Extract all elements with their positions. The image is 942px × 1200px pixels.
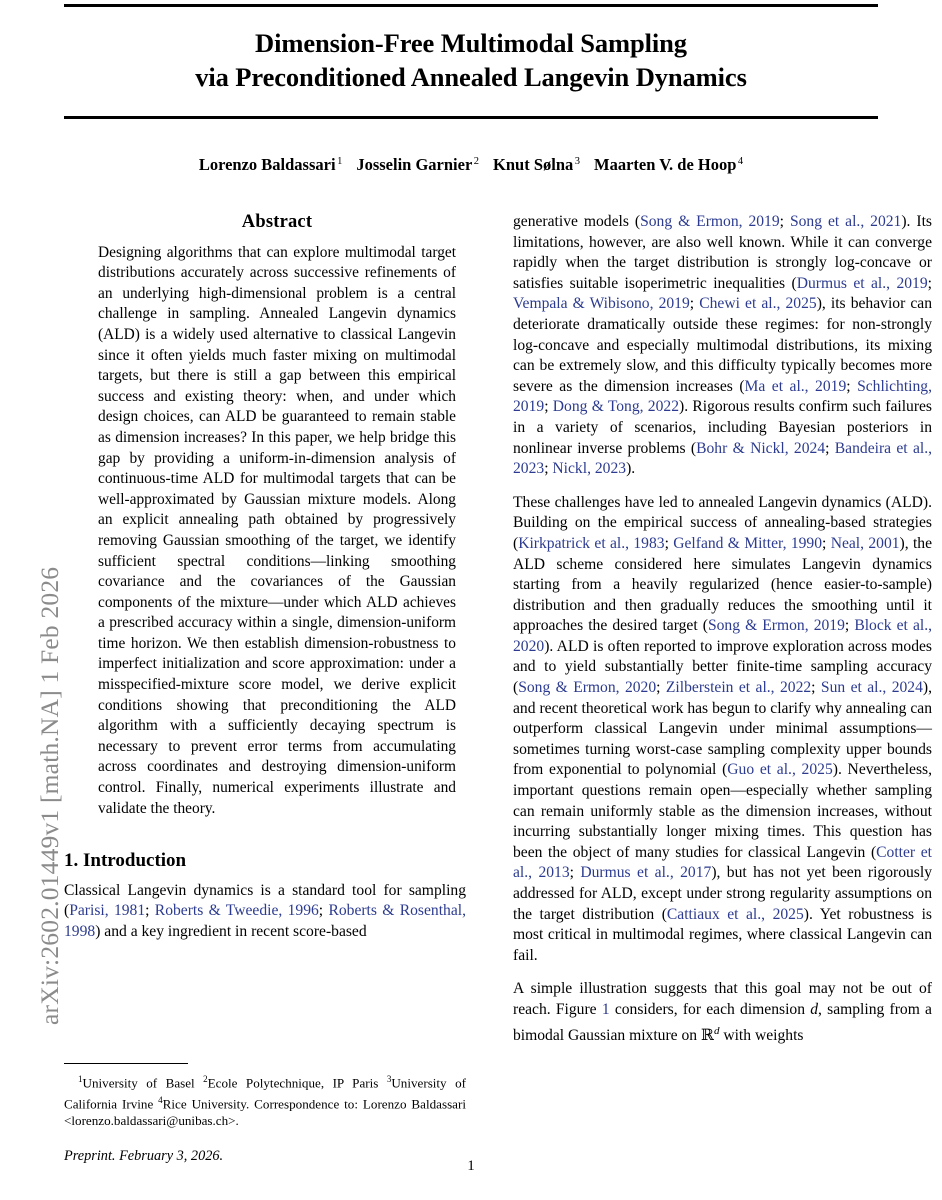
author-2-affiliation-marker: 2 [473, 155, 480, 167]
citation-vempala-wibisono-2019[interactable]: Vempala & Wibisono, 2019 [513, 295, 690, 313]
author-4-name: Maarten V. de Hoop [594, 155, 737, 174]
intro-p1-post: ) and a key ingredient in recent score-based [95, 923, 367, 940]
author-1 [199, 155, 343, 174]
footnote-rule [64, 1063, 188, 1064]
author-1-affiliation-marker: 1 [337, 155, 343, 167]
math-blackboard-r: ℝ [700, 1025, 714, 1044]
footnote-block [64, 1063, 466, 1165]
citation-guo-et-al-2025[interactable]: Guo et al., 2025 [727, 761, 833, 779]
aff-marker-4: 4 [158, 1095, 163, 1106]
title-rule-bottom [64, 116, 878, 119]
section-heading-introduction: 1. Introduction [64, 850, 187, 872]
rp2-mid4: ). Nevertheless, important questions remain open—especially whether sampling can remain uniformly stable as the dimension increases, without incurring substantially longer mixing times. This question has been the object of many studies for classical Langevin ( [513, 761, 932, 861]
right-paragraph-1: generative models (Song & Ermon, 2019; Song et al., 2021). Its limitations, however, are also well known. While it can converge rapidly when the target distribution is strongly log-concave or satisfies suitable isoperimetric inequalities (Durmus et al., 2019; Vempala & Wibisono, 2019; Chewi et al., 2025), its behavior can deteriorate dramatically outside these regimes: for non-strongly log-concave and especially multimodal distributions, its mixing can be extremely slow, and this difficulty typically becomes more severe as the dimension increases (Ma et al., 2019; Schlichting, 2019; Dong & Tong, 2022). Rigorous results confirm such failures in a variety of scenarios, including Bayesian posteriors in nonlinear inverse problems (Bohr & Nickl, 2024; Bandeira et al., 2023; Nickl, 2023). [513, 213, 933, 478]
citation-song-ermon-2019b[interactable]: Song & Ermon, 2019 [707, 617, 845, 635]
math-superscript-d: d [713, 1024, 720, 1037]
page-title-line-2: via Preconditioned Annealed Langevin Dynamics [195, 62, 747, 92]
citation-cotter-et-al-2013[interactable]: Cotter et al., 2013 [513, 843, 932, 882]
citation-dong-tong-2022[interactable]: Dong & Tong, 2022 [552, 398, 679, 416]
affiliation-2: Ecole Polytechnique, IP Paris [207, 1075, 387, 1091]
citation-bandeira-et-al-2023[interactable]: Bandeira et al., 2023 [513, 439, 933, 478]
right-paragraph-2: These challenges have led to annealed Langevin dynamics (ALD). Building on the empirical success of annealing-based strategies (Kirkpatrick et al., 1983; Gelfand & Mitter, 1990; Neal, 2001), the ALD scheme considered here simulates Langevin dynamics starting from a heavily regularized (hence easier-to-sample) distribution and then gradually reduces the smoothing until it approaches the desired target (Song & Ermon, 2019; Block et al., 2020). ALD is often reported to improve exploration across modes and to yield substantially better finite-time sampling accuracy (Song & Ermon, 2020; Zilberstein et al., 2022; Sun et al., 2024), and recent theoretical work has begun to clarify why annealing can outperform classical Langevin under minimal assumptions—sometimes turning worst-case sampling complexity upper bounds from exponential to polynomial (Guo et al., 2025). Nevertheless, important questions remain open—especially whether sampling can remain uniformly stable as the dimension increases, without incurring substantially longer mixing times. This question has been the object of many studies for classical Langevin (Cotter et al., 2013; Durmus et al., 2017), but has not yet been rigorously addressed for ALD, except under strong regularity assumptions on the target distribution (Cattiaux et al., 2025). Yet robustness is most critical in multimodal regimes, where classical Langevin can fail. [513, 493, 933, 964]
right-paragraph-3 [513, 979, 932, 1046]
aff-marker-1: 1 [78, 1074, 83, 1085]
aff-marker-3: 3 [386, 1074, 392, 1085]
citation-cattiaux-et-al-2025[interactable]: Cattiaux et al., 2025 [666, 905, 804, 923]
page-title [64, 26, 878, 94]
page-number: 1 [467, 1158, 475, 1174]
author-4-affiliation-marker: 4 [737, 155, 744, 167]
citation-gelfand-mitter-1990[interactable]: Gelfand & Mitter, 1990 [673, 534, 823, 552]
author-3-name: Knut Sølna [493, 155, 574, 174]
rp2-end: ). Yet robustness is most critical in multimodal regimes, where classical Langevin can fail. [513, 905, 933, 964]
rp2-pre: These challenges have led to annealed Langevin dynamics (ALD). Building on the empirical success of annealing-based strategies ( [513, 493, 932, 552]
rp1-mid: ). Its limitations, however, are also well known. While it can converge rapidly when the target distribution is strongly log-concave or satisfies suitable isoperimetric inequalities ( [513, 213, 932, 292]
rp1-mid2: ), its behavior can deteriorate dramatically outside these regimes: for non-strongly log-concave and especially multimodal distributions, its mixing can be extremely slow, and this difficulty typically becomes more severe as the dimension increases ( [513, 295, 932, 395]
citation-song-et-al-2021[interactable]: Song et al., 2021 [789, 213, 902, 230]
citation-schlichting-2019[interactable]: Schlichting, 2019 [513, 377, 932, 416]
rp1-end: ). [626, 460, 636, 478]
sep: ; [145, 902, 155, 920]
citation-kirkpatrick-et-al-1983[interactable]: Kirkpatrick et al., 1983 [518, 534, 665, 552]
citation-song-ermon-2019a[interactable]: Song & Ermon, 2019 [640, 213, 780, 230]
citation-nickl-2023[interactable]: Nickl, 2023 [552, 460, 627, 478]
citation-block-et-al-2020[interactable]: Block et al., 2020 [513, 617, 933, 655]
abstract-block [98, 212, 456, 819]
rp1-pre: generative models ( [513, 213, 641, 230]
affiliation-footnote [64, 1071, 466, 1129]
citation-durmus-et-al-2019[interactable]: Durmus et al., 2019 [796, 274, 928, 292]
abstract-text: Designing algorithms that can explore multimodal target distributions accurately across successive refinements of an underlying high-dimensional problem is a central challenge in sampling. Annealed Langevin dynamics (ALD) is a widely used alternative to classical Langevin since it often yields much faster mixing on multimodal targets, but there is still a gap between this empirical success and existing theory: when, and under which design choices, can ALD be guaranteed to remain stable as dimension increases? In this paper, we help bridge this gap by providing a uniform-in-dimension analysis of continuous-time ALD for multimodal targets that can be well-approximated by Gaussian mixture models. Along an explicit annealing path obtained by progressively removing Gaussian smoothing of the target, we identify sufficient spectral conditions—linking smoothing covariance and the covariances of the Gaussian components of the mixture—under which ALD achieves a prescribed accuracy within a single, dimension-uniform time horizon. We then establish dimension-robustness to imperfect initialization and score approximation: under a misspecified-mixture score model, we derive explicit conditions showing that preconditioning the ALD algorithm with a sufficiently decaying spectrum is necessary to prevent error terms from accumulating across coordinates and destroying dimension-uniform control. Finally, numerical experiments illustrate and validate the theory. [98, 243, 456, 817]
intro-paragraph-1 [64, 881, 466, 943]
author-2 [356, 155, 479, 174]
rp3-end: with weights [719, 1026, 804, 1044]
author-4 [594, 155, 743, 174]
figure-reference-1[interactable]: 1 [601, 1000, 610, 1018]
author-2-name: Josselin Garnier [356, 155, 473, 174]
sep: ; [318, 902, 329, 920]
rp2-mid: ), the ALD scheme considered here simulates Langevin dynamics starting from a heavily regularized (hence easier-to-sample) distribution and then gradually reduces the smoothing until it approaches the desired target ( [513, 534, 933, 635]
rp3-mid: considers, for each dimension [609, 1000, 811, 1018]
author-1-name: Lorenzo Baldassari [198, 155, 336, 174]
citation-chewi-et-al-2025[interactable]: Chewi et al., 2025 [699, 295, 817, 313]
citation-ma-et-al-2019[interactable]: Ma et al., 2019 [744, 377, 847, 395]
citation-durmus-et-al-2017[interactable]: Durmus et al., 2017 [580, 864, 712, 882]
abstract-heading: Abstract [241, 212, 313, 232]
author-3 [493, 155, 580, 174]
page-title-line-1: Dimension-Free Multimodal Sampling [255, 28, 687, 58]
citation-parisi-1981[interactable]: Parisi, 1981 [69, 902, 146, 920]
title-rule-top [64, 4, 878, 7]
rp2-mid5: ), but has not yet been rigorously addressed for ALD, except under strong regularity assumptions on the target distribution ( [513, 864, 933, 923]
affiliation-4: Rice University. Correspondence to: Lorenzo Baldassari <lorenzo.baldassari@unibas.ch>. [64, 1096, 466, 1128]
affiliation-3: University of California Irvine [64, 1075, 466, 1112]
rp3-mid2: , sampling from a bimodal Gaussian mixture on [513, 1000, 932, 1044]
author-3-affiliation-marker: 3 [574, 155, 581, 167]
preprint-notice: Preprint. February 3, 2026. [64, 1148, 224, 1165]
citation-sun-et-al-2024[interactable]: Sun et al., 2024 [820, 679, 923, 697]
right-column [513, 212, 932, 1059]
rp2-mid3: ), and recent theoretical work has begun to clarify why annealing can outperform classical Langevin under minimal assumptions—sometimes turning worst-case sampling complexity upper bounds from exponential to polynomial ( [513, 679, 932, 779]
citation-roberts-tweedie-1996[interactable]: Roberts & Tweedie, 1996 [154, 902, 319, 920]
affiliation-1: University of Basel [82, 1075, 204, 1091]
aff-marker-2: 2 [203, 1074, 208, 1085]
arxiv-identifier-text: arXiv:2602.01449v1 [math.NA] 1 Feb 2026 [35, 566, 64, 1025]
citation-roberts-rosenthal-1998[interactable]: Roberts & Rosenthal, 1998 [64, 902, 466, 940]
intro-p1-pre: Classical Langevin dynamics is a standard tool for sampling ( [64, 881, 466, 920]
rp1-mid3: ). Rigorous results confirm such failures in a variety of scenarios, including Bayesian posteriors in nonlinear inverse problems ( [513, 398, 933, 457]
rp2-mid2: ). ALD is often reported to improve exploration across modes and to yield substantially better finite-time sampling accuracy ( [513, 637, 932, 697]
author-list [64, 155, 878, 175]
rp3-pre: A simple illustration suggests that this goal may not be out of reach. Figure [513, 980, 932, 1018]
math-variable-d: d [810, 1000, 819, 1018]
left-column [64, 212, 466, 952]
citation-zilberstein-et-al-2022[interactable]: Zilberstein et al., 2022 [665, 679, 812, 697]
citation-bohr-nickl-2024[interactable]: Bohr & Nickl, 2024 [696, 439, 826, 457]
citation-neal-2001[interactable]: Neal, 2001 [830, 534, 900, 552]
citation-song-ermon-2020[interactable]: Song & Ermon, 2020 [518, 679, 657, 697]
